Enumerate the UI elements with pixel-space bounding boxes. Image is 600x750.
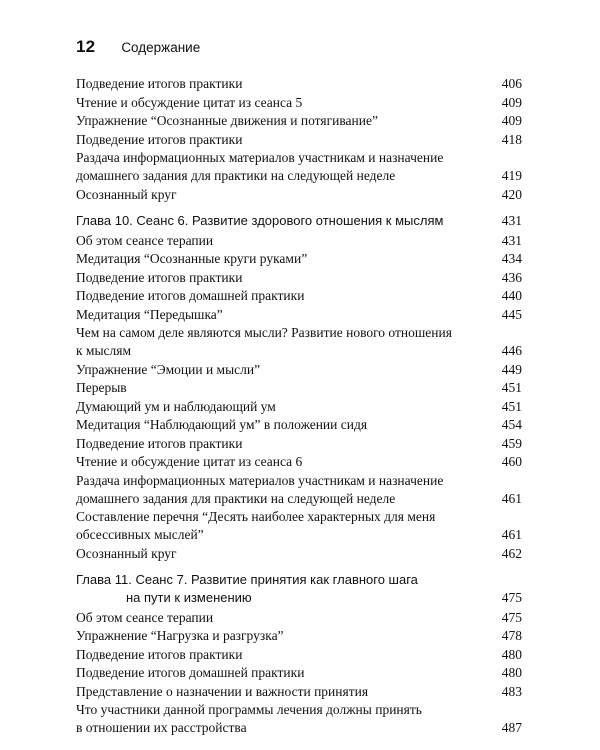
entry-title — [76, 149, 522, 185]
page-number: 12 — [76, 37, 96, 56]
entry-title — [76, 112, 522, 130]
toc-entry — [76, 435, 522, 453]
page-ref-number: 434 — [501, 251, 522, 266]
title-line: Составление перечня “Десять наиболее характерных для меня — [76, 509, 436, 524]
title-line: домашнего задания для практики на следующей неделе — [76, 168, 396, 183]
toc-entry — [76, 75, 522, 93]
toc-entry — [76, 232, 522, 250]
title-line: Об этом сеансе терапии — [76, 232, 214, 248]
page-header — [76, 37, 200, 59]
entry-title — [76, 379, 522, 397]
title-line: Подведение итогов домашней практики — [76, 288, 305, 303]
toc-entry — [76, 472, 522, 508]
entry-title — [76, 324, 522, 360]
title-line: Подведение итогов практики — [76, 76, 243, 91]
toc-chapter-heading — [76, 571, 522, 607]
page-ref-number: 419 — [501, 168, 522, 183]
toc-entry — [76, 701, 522, 737]
toc-chapter-heading — [76, 212, 522, 230]
title-line: Медитация “Передышка” — [76, 306, 223, 322]
entry-title — [76, 94, 522, 112]
page-ref-number: 480 — [501, 665, 522, 680]
page-ref-number: 480 — [501, 646, 522, 662]
page-ref-number: 446 — [501, 343, 522, 358]
page-ref-number: 460 — [501, 454, 522, 469]
toc-entry — [76, 508, 522, 544]
toc-entry — [76, 379, 522, 397]
toc-entry — [76, 361, 522, 379]
title-line: к мыслям — [76, 343, 132, 358]
page-ref-number: 431 — [501, 212, 522, 228]
title-line: Упражнение “Эмоции и мысли” — [76, 361, 261, 377]
page-ref-number: 451 — [501, 398, 522, 414]
toc-entry — [76, 416, 522, 434]
title-line: Думающий ум и наблюдающий ум — [76, 398, 276, 414]
title-line: Медитация “Наблюдающий ум” в положении сидя — [76, 417, 368, 432]
entry-title — [76, 609, 522, 627]
page-ref-number: 462 — [501, 545, 522, 561]
toc-entry — [76, 149, 522, 185]
toc-entry — [76, 186, 522, 204]
entry-title — [76, 627, 522, 645]
title-line: в отношении их расстройства — [76, 720, 247, 735]
entry-title — [76, 435, 522, 453]
table-of-contents — [76, 75, 522, 738]
entry-title — [76, 269, 522, 287]
toc-entry — [76, 306, 522, 324]
title-line: Глава 11. Сеанс 7. Развитие принятия как главного шага — [76, 571, 418, 587]
toc-entry — [76, 627, 522, 645]
title-line: Осознанный круг — [76, 186, 177, 202]
page-ref-number: 487 — [501, 720, 522, 735]
entry-title — [76, 186, 522, 204]
page-ref-number: 459 — [501, 435, 522, 451]
entry-title — [76, 75, 522, 93]
title-line: Подведение итогов домашней практики — [76, 665, 305, 680]
toc-entry — [76, 398, 522, 416]
entry-title — [76, 664, 522, 682]
entry-title — [76, 701, 522, 737]
entry-title — [76, 416, 522, 434]
entry-title — [76, 287, 522, 305]
page-ref-number: 431 — [501, 232, 522, 248]
page-ref-number: 420 — [501, 186, 522, 202]
entry-title — [76, 683, 522, 701]
page-ref-number: 406 — [501, 76, 522, 91]
toc-entry — [76, 324, 522, 360]
title-line: Чтение и обсуждение цитат из сеанса 5 — [76, 94, 303, 110]
page-ref-number: 409 — [501, 113, 522, 128]
toc-entry — [76, 646, 522, 664]
title-line: Упражнение “Нагрузка и разгрузка” — [76, 628, 284, 643]
page-ref-number: 449 — [501, 361, 522, 377]
page-ref-number: 445 — [501, 306, 522, 322]
title-line: Представление о назначении и важности принятия — [76, 683, 369, 699]
chapter-title — [76, 212, 522, 230]
entry-title — [76, 453, 522, 471]
title-line: на пути к изменению — [126, 589, 252, 605]
entry-title — [76, 361, 522, 379]
page-ref-number: 440 — [501, 288, 522, 303]
entry-title — [76, 306, 522, 324]
title-line: Что участники данной программы лечения должны принять — [76, 702, 422, 717]
toc-entry — [76, 287, 522, 305]
title-line: домашнего задания для практики на следующей неделе — [76, 490, 396, 506]
title-line: Раздача информационных материалов участникам и назначение — [76, 150, 444, 165]
entry-title — [76, 646, 522, 664]
chapter-title — [76, 571, 522, 607]
page-ref-number: 454 — [501, 417, 522, 432]
page-ref-number: 483 — [501, 683, 522, 699]
title-line: Раздача информационных материалов участникам и назначение — [76, 472, 444, 488]
entry-title — [76, 398, 522, 416]
entry-title — [76, 232, 522, 250]
title-line: Подведение итогов практики — [76, 269, 243, 285]
title-line: Подведение итогов практики — [76, 435, 243, 451]
entry-title — [76, 131, 522, 149]
toc-entry — [76, 250, 522, 268]
title-line: Упражнение “Осознанные движения и потягивание” — [76, 113, 378, 128]
toc-entry — [76, 112, 522, 130]
title-line: Подведение итогов практики — [76, 131, 243, 147]
toc-entry — [76, 545, 522, 563]
title-line: Подведение итогов практики — [76, 646, 243, 662]
page-ref-number: 461 — [501, 527, 522, 542]
title-line: Глава 10. Сеанс 6. Развитие здорового отношения к мыслям — [76, 212, 444, 228]
page-ref-number: 478 — [501, 628, 522, 643]
entry-title — [76, 472, 522, 508]
page-ref-number: 475 — [501, 589, 522, 605]
page-ref-number: 451 — [501, 380, 522, 395]
entry-title — [76, 250, 522, 268]
section-title: Содержание — [121, 40, 201, 55]
title-line: Медитация “Осознанные круги руками” — [76, 251, 308, 266]
toc-entry — [76, 131, 522, 149]
entry-title — [76, 508, 522, 544]
page-ref-number: 418 — [501, 131, 522, 147]
page-ref-number: 461 — [501, 490, 522, 506]
toc-entry — [76, 664, 522, 682]
page-ref-number: 409 — [501, 94, 522, 110]
page-ref-number: 436 — [501, 269, 522, 285]
title-line: Чем на самом деле являются мысли? Развитие нового отношения — [76, 325, 452, 340]
toc-entry — [76, 453, 522, 471]
title-line: Чтение и обсуждение цитат из сеанса 6 — [76, 454, 303, 469]
title-line: Осознанный круг — [76, 545, 177, 561]
toc-entry — [76, 609, 522, 627]
title-line: Перерыв — [76, 380, 127, 395]
title-line: Об этом сеансе терапии — [76, 609, 214, 625]
toc-entry — [76, 94, 522, 112]
page-ref-number: 475 — [501, 609, 522, 625]
entry-title — [76, 545, 522, 563]
toc-entry — [76, 683, 522, 701]
toc-entry — [76, 269, 522, 287]
title-line: обсессивных мыслей” — [76, 527, 204, 542]
